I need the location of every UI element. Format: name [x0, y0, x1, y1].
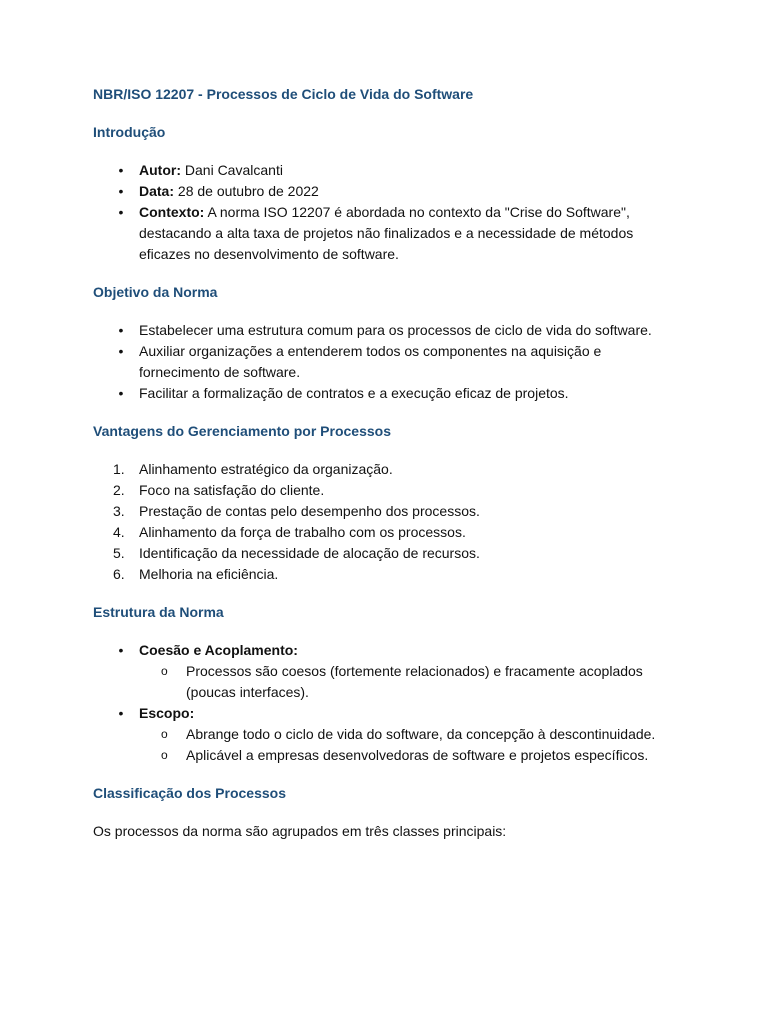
item-text: Alinhamento estratégico da organização.	[139, 461, 393, 477]
classification-text: Os processos da norma são agrupados em três classes principais:	[93, 823, 507, 839]
item-text: Abrange todo o ciclo de vida do software, da concepção à descontinuidade.	[186, 726, 656, 742]
circle-bullet-icon: o	[161, 748, 168, 762]
item-text: Processos são coesos (fortemente relacionados) e fracamente acoplados (poucas interfaces).	[186, 663, 643, 700]
document-title: NBR/ISO 12207 - Processos de Ciclo de Vida do Software	[93, 86, 474, 102]
bullet-icon: •	[118, 162, 124, 178]
list-item	[93, 160, 683, 181]
list-item	[93, 383, 683, 404]
list-item	[93, 320, 683, 341]
document-page	[93, 84, 683, 842]
item-number: 1.	[113, 461, 125, 477]
list-item	[93, 564, 683, 585]
list-item	[93, 202, 683, 265]
item-text: Auxiliar organizações a entenderem todos os componentes na aquisição e fornecimento de software.	[139, 343, 602, 380]
item-text: Dani Cavalcanti	[181, 162, 283, 178]
objective-list	[93, 320, 683, 404]
item-number: 5.	[113, 545, 125, 561]
structure-list	[93, 703, 683, 724]
item-text: Melhoria na eficiência.	[139, 566, 279, 582]
scope-sublist	[93, 724, 683, 766]
circle-bullet-icon: o	[161, 664, 168, 678]
bullet-icon: •	[118, 343, 124, 359]
list-item	[93, 480, 683, 501]
item-number: 6.	[113, 566, 125, 582]
sub-list-item	[93, 724, 683, 745]
list-item	[93, 181, 683, 202]
item-number: 3.	[113, 503, 125, 519]
item-text: 28 de outubro de 2022	[174, 183, 319, 199]
item-text: Alinhamento da força de trabalho com os processos.	[139, 524, 466, 540]
item-number: 4.	[113, 524, 125, 540]
bullet-icon: •	[118, 705, 124, 721]
bullet-icon: •	[118, 642, 124, 658]
bullet-icon: •	[118, 183, 124, 199]
objective-heading: Objetivo da Norma	[93, 284, 218, 300]
list-item	[93, 543, 683, 564]
item-label: Autor:	[139, 162, 181, 178]
bullet-icon: •	[118, 204, 124, 220]
bullet-icon: •	[118, 322, 124, 338]
list-item	[93, 341, 683, 383]
item-text: A norma ISO 12207 é abordada no contexto da "Crise do Software", destacando a alta taxa de projetos não finalizados e a necessidade de métodos eficazes no desenvolvimento de software.	[139, 204, 634, 262]
item-label: Data:	[139, 183, 175, 199]
advantages-heading: Vantagens do Gerenciamento por Processos	[93, 423, 391, 439]
item-text: Prestação de contas pelo desempenho dos processos.	[139, 503, 480, 519]
list-item	[93, 522, 683, 543]
item-text: Aplicável a empresas desenvolvedoras de software e projetos específicos.	[186, 747, 649, 763]
structure-heading: Estrutura da Norma	[93, 604, 224, 620]
sub-list-item	[93, 745, 683, 766]
item-label: Escopo:	[139, 705, 195, 721]
item-text: Identificação da necessidade de alocação de recursos.	[139, 545, 480, 561]
list-item	[93, 703, 683, 724]
list-item	[93, 640, 683, 661]
item-label: Coesão e Acoplamento:	[139, 642, 298, 658]
list-item	[93, 459, 683, 480]
item-label: Contexto:	[139, 204, 205, 220]
structure-list	[93, 640, 683, 661]
bullet-icon: •	[118, 385, 124, 401]
intro-heading: Introdução	[93, 124, 166, 140]
item-text: Facilitar a formalização de contratos e a execução eficaz de projetos.	[139, 385, 569, 401]
list-item	[93, 501, 683, 522]
cohesion-sublist	[93, 661, 683, 703]
circle-bullet-icon: o	[161, 727, 168, 741]
intro-list	[93, 160, 683, 265]
classification-heading: Classificação dos Processos	[93, 785, 286, 801]
item-number: 2.	[113, 482, 125, 498]
advantages-list	[93, 459, 683, 585]
item-text: Estabelecer uma estrutura comum para os processos de ciclo de vida do software.	[139, 322, 652, 338]
item-text: Foco na satisfação do cliente.	[139, 482, 325, 498]
sub-list-item	[93, 661, 683, 703]
